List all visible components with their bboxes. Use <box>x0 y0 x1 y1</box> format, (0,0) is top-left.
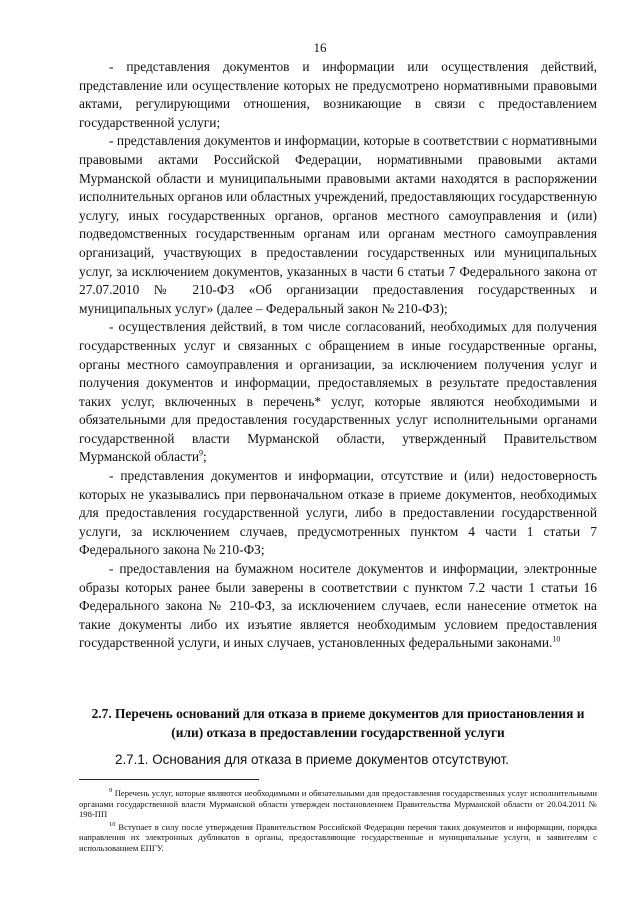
section-heading: 2.7. Перечень оснований для отказа в приеме документов для приостановления и (или) отказа в предоставлении государственной услуги <box>91 706 585 740</box>
footnote-mark: 9 <box>109 787 113 795</box>
list-item: - представления документов и информации, которые в соответствии с нормативными правовыми актами Российской Федерации, нормативными правовыми актами Мурманской области и муниципальными правовыми актами находятся в распоряжении исполнительных органов или областных учреждений, предоставляющих государственную услугу, иных государственных органов, органов местного самоуправления и (или) подведомственных государственным органам или органам местного самоуправления организаций, участвующих в предоставлении государственных или муниципальных услуг, за исключением документов, указанных в части 6 статьи 7 Федерального закона от 27.07.2010 № 210-ФЗ «Об организации предоставления государственных и муниципальных услуг» (далее – Федеральный закон № 210-ФЗ); <box>79 133 597 316</box>
footnote: $^{10}$ Вступает в силу после утверждения Правительством Российской Федерации перечня таких документов и информации, порядка направления их электронных дубликатов в органы, предоставляющие государственные и муниципальные услуги, и заявителям с использованием ЕПГУ. <box>79 820 597 853</box>
clause-text: 2.7.1. Основания для отказа в приеме документов отсутствуют. <box>115 752 510 767</box>
list-item: - предоставления на бумажном носителе документов и информации, электронные образы которых ранее были заверены в соответствии с пунктом 7.2 части 1 статьи 16 Федерального закона № 210-ФЗ, за исключением случаев, если нанесение отметок на такие документы либо их изъятие является необходимым условием предоставления государственной услуги, и иных случаев, установленных федеральными законами.$^{10}$ <box>79 561 597 651</box>
page-number: 16 <box>313 40 327 55</box>
footnotes <box>79 788 597 856</box>
footnote: $^9$ Перечень услуг, которые являются необходимыми и обязательными для предоставления государственных услуг исполнительными органами государственной власти Мурманской области утвержден постановлением Правительства Мурманской области от 20.04.2011 № 198-ПП <box>79 787 597 820</box>
footnote-reference[interactable]: 9 <box>199 449 203 458</box>
footnote-divider <box>79 779 259 780</box>
footnote-mark: 10 <box>109 820 116 828</box>
body-text <box>79 58 597 653</box>
list-item: - представления документов и информации, отсутствие и (или) недостоверность которых не указывались при первоначальном отказе в приеме документов, необходимых для предоставления государственной услуги, либо в предоставлении государственной услуги, за исключением случаев, предусмотренных пунктом 4 части 1 статьи 7 Федерального закона № 210-ФЗ; <box>79 468 597 558</box>
list-item: - представления документов и информации или осуществления действий, представление или осуществление которых не предусмотрено нормативными правовыми актами, регулирующими отношения, возникающие в связи с предоставлением государственной услуги; <box>79 59 597 130</box>
footnote-reference[interactable]: 10 <box>552 634 561 644</box>
list-item: - осуществления действий, в том числе согласований, необходимых для получения государственных услуг и связанных с обращением в иные государственные органы, органы местного самоуправления и организации, за исключением получения услуг и получения документов и информации, предоставляемых в результате предоставления таких услуг, включенных в перечень* услуг, которые являются необходимыми и обязательными для предоставления государственных услуг исполнительными органами государственной власти Мурманской области, утвержденный Правительством Мурманской области$^9$; <box>79 319 597 465</box>
